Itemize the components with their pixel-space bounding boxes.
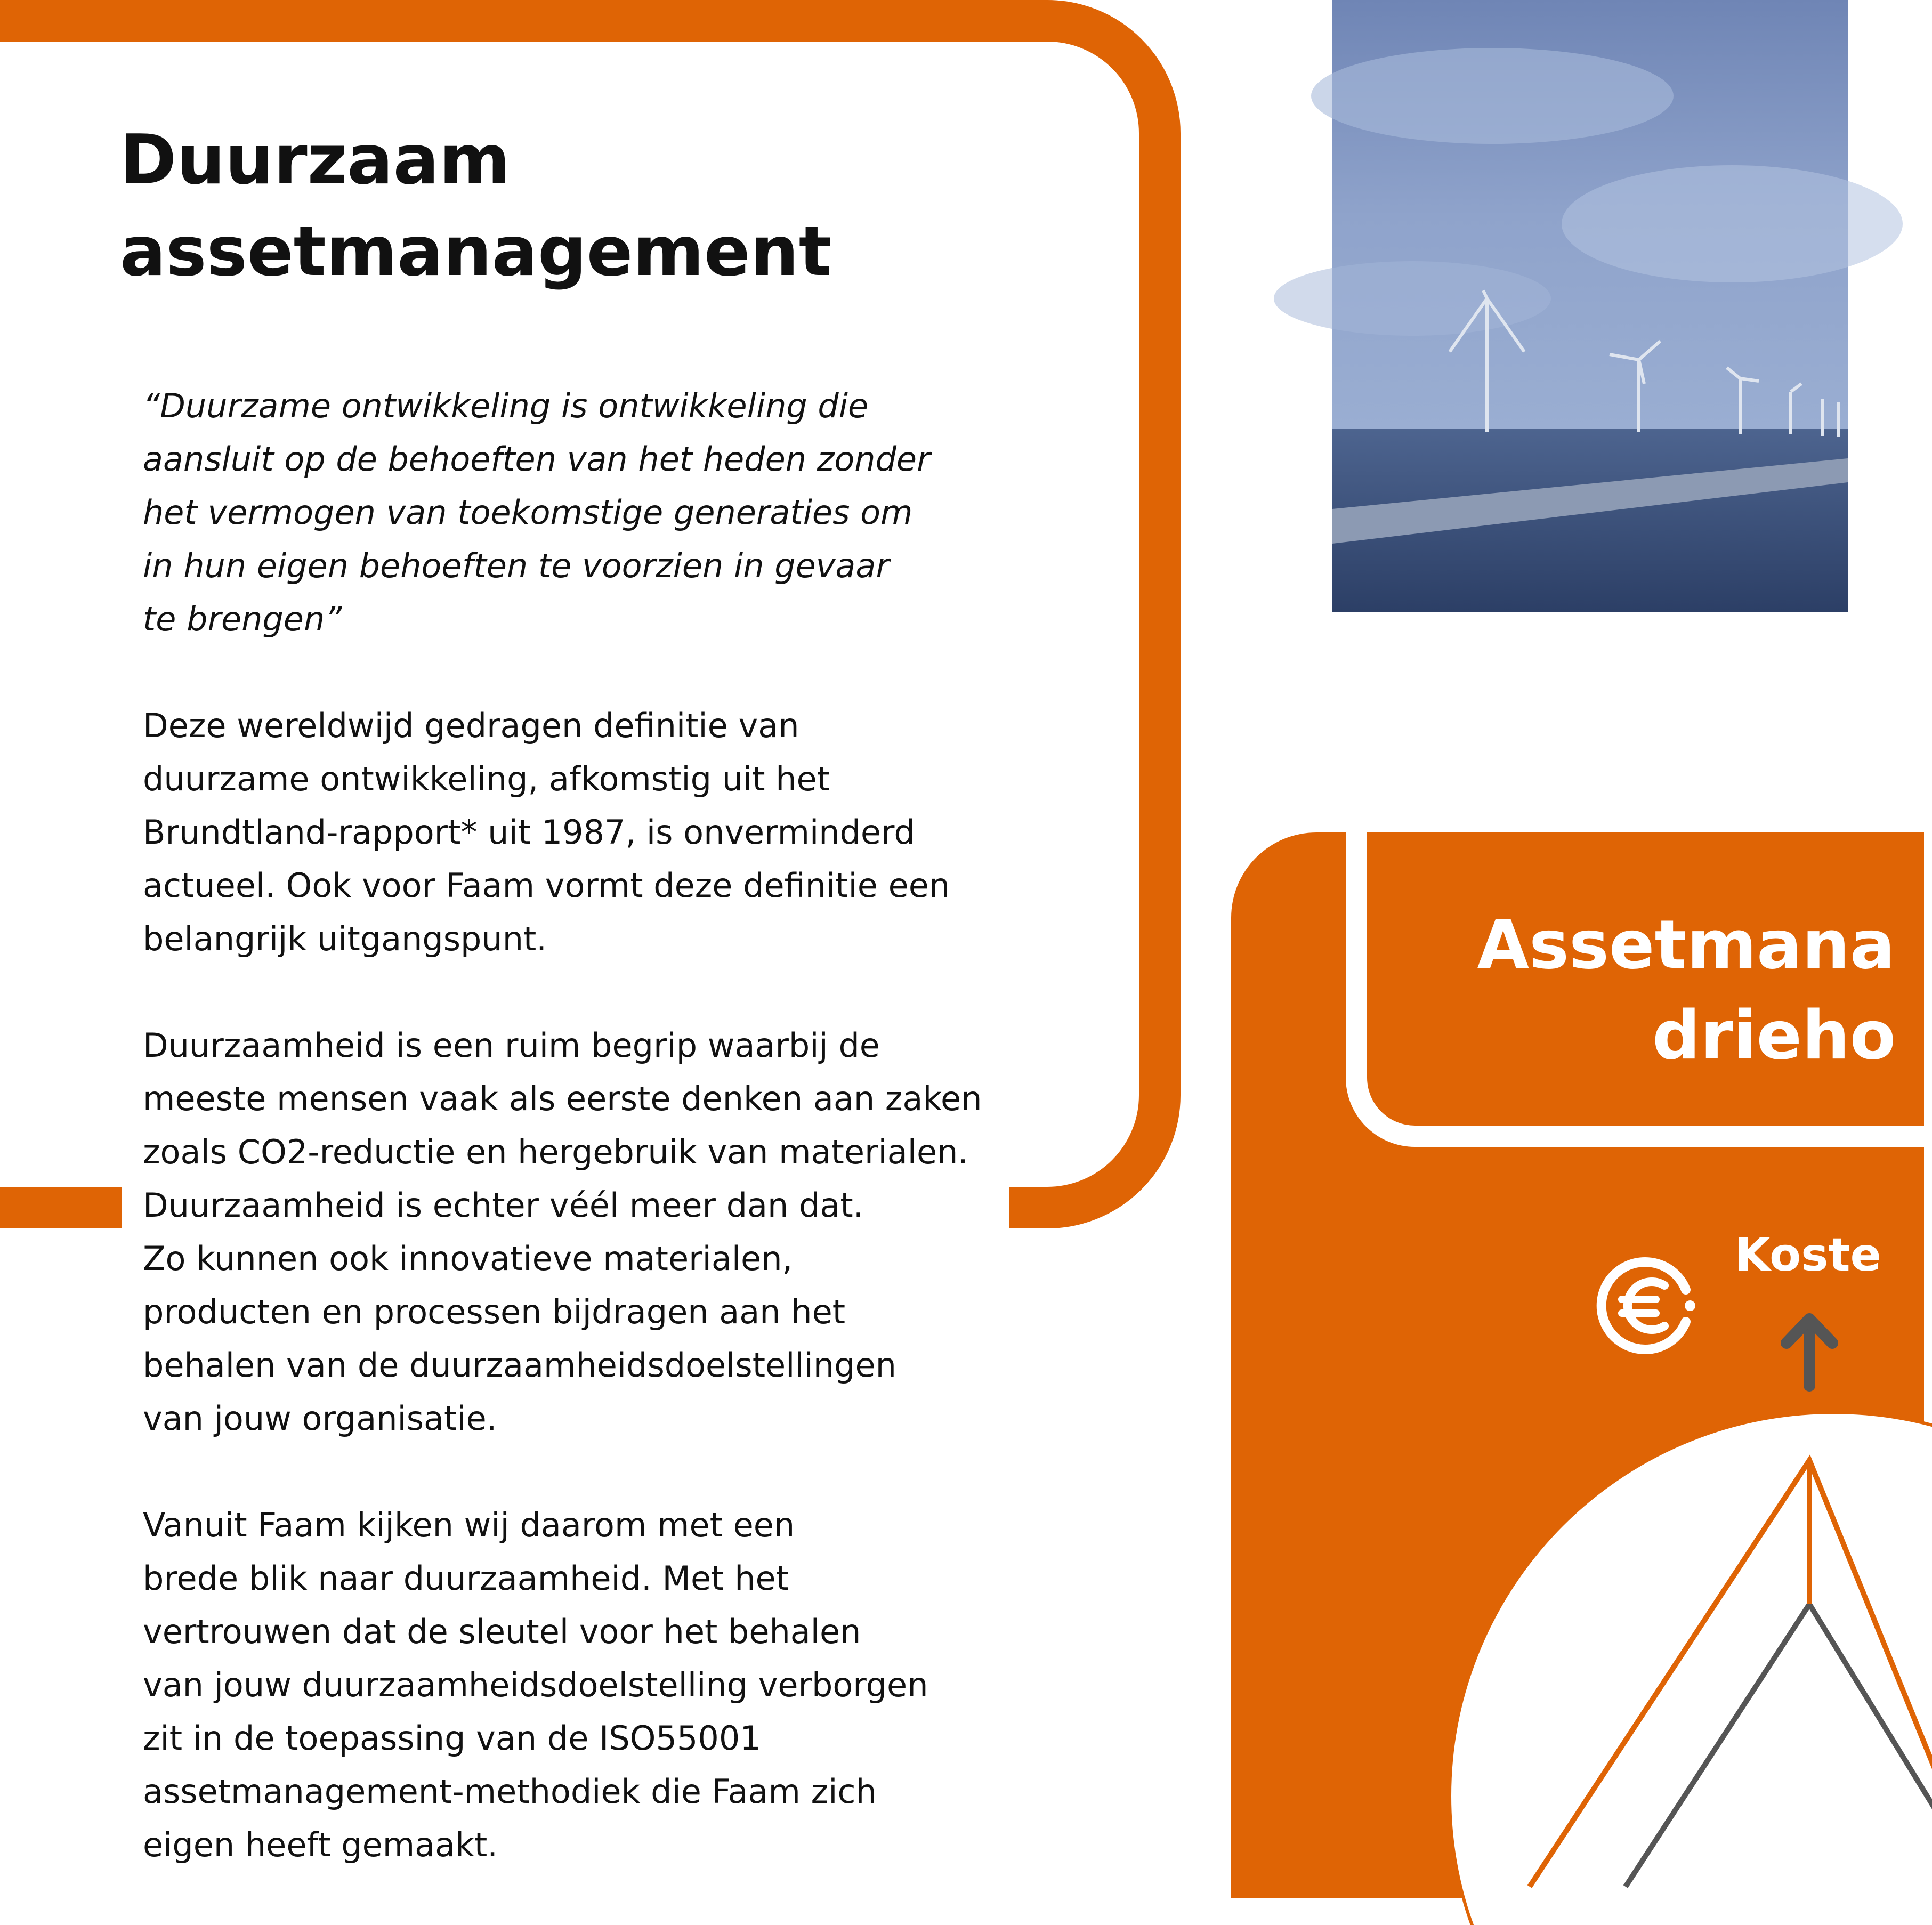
title-line-2: assetmanagement bbox=[120, 212, 831, 292]
page-title bbox=[120, 115, 1026, 298]
quote-text: “Duurzame ontwikkeling is ontwikkeling die aansluit op de behoeften van het heden zonder het vermogen van toekomstige generaties om in hun eigen behoeften te voorzien in gevaar te brengen” bbox=[143, 386, 931, 638]
euro-icon bbox=[1596, 1252, 1703, 1361]
cost-label: Koste bbox=[1735, 1228, 1881, 1282]
body-text bbox=[143, 699, 1028, 1925]
wind-turbine-photo bbox=[1332, 0, 1848, 612]
panel-title bbox=[1476, 900, 1896, 1081]
asset-triangle-diagram bbox=[1460, 1412, 1887, 1865]
paragraph-3: Vanuit Faam kijken wij daarom met een brede blik naar duurzaamheid. Met het vertrouwen dat de sleutel voor het behalen van jouw duurzaamheidsdoelstelling verborgen zit in de toepassing van de ISO55001 assetmanagement-methodiek die Faam zich eigen heeft gemaakt. bbox=[143, 1506, 928, 1864]
paragraph-2: Duurzaamheid is een ruim begrip waarbij de meeste mensen vaak als eerste denken aan zaken zoals CO2-reductie en hergebruik van materialen. Duurzaamheid is echter véél meer dan dat. Zo kunnen ook innovatieve materialen, producten en processen bijdragen aan het behalen van de duurzaamheidsdoelstellingen van jouw organisatie. bbox=[143, 1026, 982, 1438]
paragraph-1: Deze wereldwijd gedragen definitie van duurzame ontwikkeling, afkomstig uit het Brundtland-rapport* uit 1987, is onverminderd actueel. Ook voor Faam vormt deze definitie een belangrijk uitgangspunt. bbox=[143, 706, 950, 958]
panel-title-line-1: Assetmana bbox=[1477, 905, 1895, 984]
arrow-up-icon bbox=[1780, 1306, 1839, 1393]
panel-title-line-2: drieho bbox=[1652, 996, 1896, 1074]
title-line-1: Duurzaam bbox=[120, 120, 511, 200]
diagram-circle bbox=[1450, 1412, 1932, 1925]
article-header bbox=[120, 115, 1026, 298]
